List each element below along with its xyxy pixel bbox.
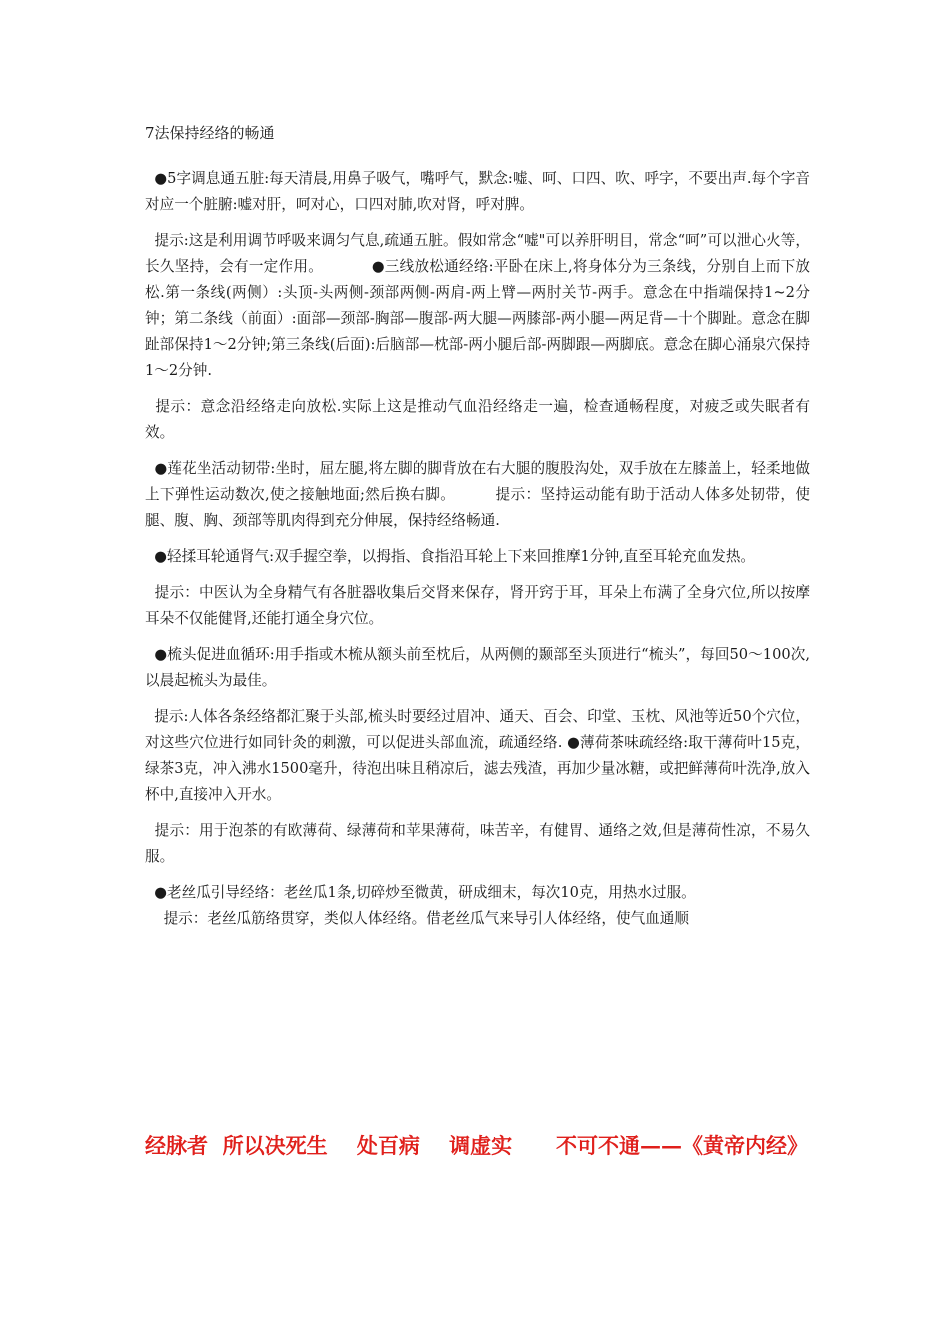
paragraph-breathing: ●5字调息通五脏:每天清晨,用鼻子吸气，嘴呼气，默念:嘘、呵、口四、吹、呼字，不要出声.每个字音对应一个脏腑:嘘对肝，呵对心，口四对肺,吹对肾，呼对脾。 — [145, 170, 811, 213]
document-body — [145, 122, 810, 932]
paragraph-tip-mint: 提示：用于泡茶的有欧薄荷、绿薄荷和苹果薄荷，味苦辛，有健胃、通络之效,但是薄荷性凉，不易久服。 — [145, 822, 810, 865]
paragraph-tip-relax: 提示：意念沿经络走向放松.实际上这是推动气血沿经络走一遍，检查通畅程度，对疲乏或失眠者有效。 — [145, 398, 810, 441]
paragraph-loofah: ●老丝瓜引导经络：老丝瓜1条,切碎炒至微黄，研成细末，每次10克，用热水过服。 — [145, 884, 696, 901]
classic-quote: 经脉者 所以决死生 处百病 调虚实 不可不通——《黄帝内经》 — [145, 1133, 808, 1158]
paragraph-three-lines: 提示:这是利用调节呼吸来调匀气息,疏通五脏。假如常念“嘘"可以养肝明目，常念“呵”可以泄心火等，长久坚持，会有一定作用。 ●三线放松通经络:平卧在床上,将身体分为三条线，分别自上而下放松.第一条线(两侧）:头顶-头两侧-颈部两侧-两肩-两上臂—两肘关节-两手。意念在中指端保持1~2分钟；第二条线（前面）:面部—颈部-胸部—腹部-两大腿—两膝部-两小腿—两足背—十个脚趾。意念在脚趾部保持1～2分钟;第三条线(后面):后脑部—枕部-两小腿后部-两脚跟—两脚底。意念在脚心涌泉穴保持1～2分钟. — [145, 232, 811, 379]
paragraph-comb: ●梳头促进血循环:用手指或木梳从额头前至枕后，从两侧的颞部至头顶进行“梳头”，每回50～100次,以晨起梳头为最佳。 — [145, 646, 810, 689]
paragraph-tip-loofah: 提示：老丝瓜筋络贯穿，类似人体经络。借老丝瓜气来导引人体经络，使气血通顺 — [145, 910, 689, 927]
paragraph-tip-ear: 提示：中医认为全身精气有各脏器收集后交肾来保存，肾开窍于耳，耳朵上布满了全身穴位,所以按摩耳朵不仅能健肾,还能打通全身穴位。 — [145, 584, 810, 627]
document-title: 7法保持经络的畅通 — [145, 124, 275, 142]
paragraph-tip-comb-mint: 提示:人体各条经络都汇聚于头部,梳头时要经过眉冲、通天、百会、印堂、玉枕、风池等近50个穴位，对这些穴位进行如同针灸的刺激，可以促进头部血流，疏通经络. ●薄荷茶味疏经络:取干薄荷叶15克，绿茶3克，冲入沸水1500毫升，待泡出味且稍凉后，滤去残渣，再加少量冰糖，或把鲜薄荷叶洗净,放入杯中,直接冲入开水。 — [145, 708, 810, 803]
paragraph-lotus: ●莲花坐活动韧带:坐时，屈左腿,将左脚的脚背放在右大腿的腹股沟处，双手放在左膝盖上，轻柔地做上下弹性运动数次,使之接触地面;然后换右脚。 提示：坚持运动能有助于活动人体多处韧带，使腿、腹、胸、颈部等肌肉得到充分伸展，保持经络畅通. — [145, 460, 810, 529]
paragraph-ear: ●轻揉耳轮通肾气:双手握空拳，以拇指、食指沿耳轮上下来回推摩1分钟,直至耳轮充血发热。 — [145, 548, 756, 565]
